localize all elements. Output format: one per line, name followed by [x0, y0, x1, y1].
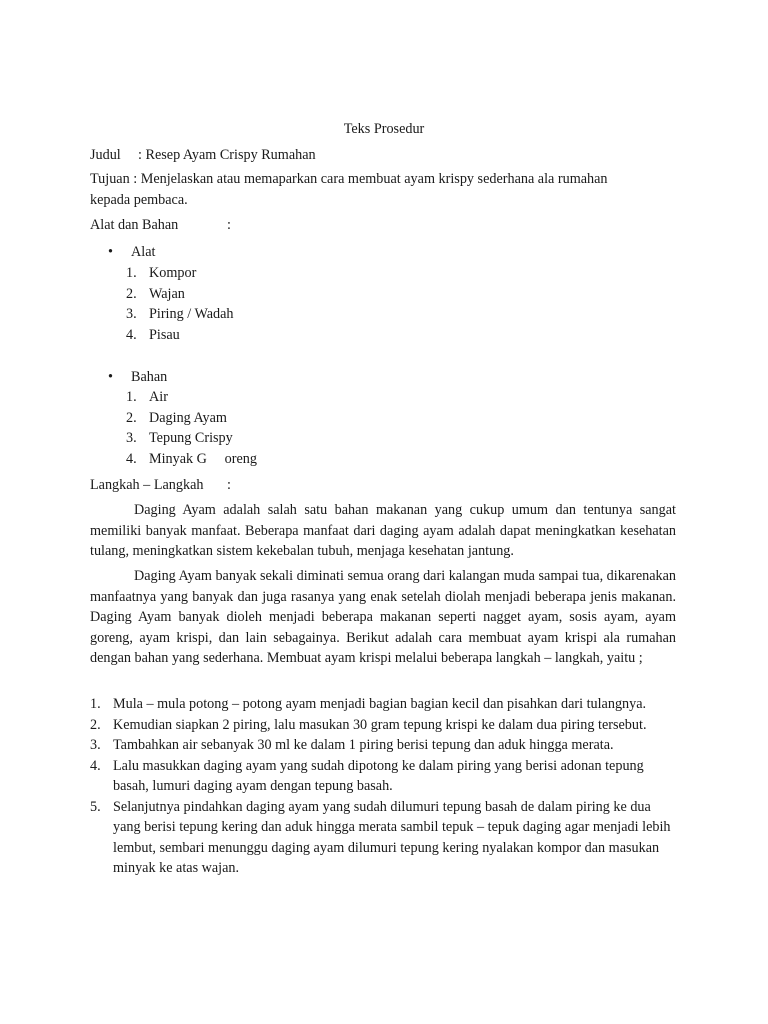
- list-item-text: Tepung Crispy: [149, 430, 233, 446]
- list-item-number: 1.: [126, 389, 137, 405]
- list-item-text: Daging Ayam: [149, 409, 227, 426]
- paragraph-1: Daging Ayam adalah salah satu bahan makanan yang cukup umum dan tentunya sangat memiliki banyak manfaat. Beberapa manfaat dari daging ayam adalah dapat meningkatkan kesehatan tulang, meningkatkan sistem kekebalan tubuh, menjaga kesehatan jantung.: [90, 502, 676, 559]
- list-item-number: 1.: [126, 265, 137, 281]
- judul-line: [90, 145, 680, 166]
- step-item: [90, 797, 676, 879]
- bahan-heading: Bahan: [131, 369, 168, 385]
- bullet-icon: •: [108, 369, 113, 385]
- langkah-label: Langkah – Langkah: [90, 477, 204, 493]
- step-text: Mula – mula potong – potong ayam menjadi bagian bagian kecil dan pisahkan dari tulangnya.: [113, 696, 647, 712]
- step-text: Selanjutnya pindahkan daging ayam yang sudah dilumuri tepung basah de dalam piring ke dua yang berisi tepung kering dan aduk hingga merata sambil tepuk – tepuk daging agar menjadi lebih lembut, sembari menunggu daging ayam dilumuri tepung kering nyalakan kompor dan masukan minyak ke atas wajan.: [113, 798, 671, 876]
- list-item-number: 2.: [126, 285, 137, 302]
- step-number: 5.: [90, 798, 101, 815]
- judul-label: Judul: [90, 147, 121, 163]
- alat-bahan-line: [90, 215, 680, 236]
- alat-bahan-colon: :: [227, 217, 231, 233]
- list-item-number: 3.: [126, 430, 137, 446]
- step-text: Tambahkan air sebanyak 30 ml ke dalam 1 piring berisi tepung dan aduk hingga merata.: [113, 737, 614, 753]
- bullet-icon: •: [108, 244, 113, 260]
- list-item-text: Pisau: [149, 326, 180, 343]
- paragraph-2: Daging Ayam banyak sekali diminati semua orang dari kalangan muda sampai tua, dikarenakan manfaatnya yang banyak dan juga rasanya yang enak setelah diolah menjadi beberapa jenis makanan. Daging Ayam banyak diolеh menjadi beberapa makanan seperti nagget ayam, sosis ayam, ayam goreng, ayam krispi, dan lain sebagainya. Berikut adalah cara membuat ayam krispi ala rumahan dengan bahan yang sederhana. Membuat ayam krispi melalui beberapa langkah – langkah, yaitu ;: [90, 568, 676, 666]
- judul-value: : Resep Ayam Crispy Rumahan: [138, 147, 316, 163]
- langkah-colon: :: [227, 477, 231, 493]
- list-item-number: 2.: [126, 409, 137, 426]
- list-item-number: 4.: [126, 450, 137, 467]
- list-item-number: 3.: [126, 306, 137, 322]
- list-item-text: Kompor: [149, 265, 197, 281]
- step-item: [90, 735, 676, 756]
- alat-heading: Alat: [131, 244, 156, 260]
- document-title: Teks Prosedur: [343, 121, 425, 137]
- step-number: 3.: [90, 737, 101, 753]
- step-text: Kemudian siapkan 2 piring, lalu masukan 30 gram tepung krispi ke dalam dua piring tersebut.: [113, 716, 647, 733]
- tujuan-line: [90, 169, 650, 210]
- step-number: 4.: [90, 757, 101, 774]
- alat-bahan-label: Alat dan Bahan: [90, 217, 179, 233]
- langkah-line: [90, 475, 680, 496]
- tujuan-value: Menjelaskan atau memaparkan cara membuat ayam krispy sederhana ala rumahan kepada pembaca.: [90, 171, 608, 208]
- step-text: Lalu masukkan daging ayam yang sudah dipotong ke dalam piring yang berisi adonan tepung basah, lumuri daging ayam dengan tepung basah.: [113, 757, 644, 794]
- tujuan-label: Tujuan :: [90, 171, 138, 187]
- step-item: [90, 715, 676, 736]
- list-item-text: Minyak G oreng: [149, 450, 257, 467]
- list-item-text: Wajan: [149, 285, 185, 302]
- list-item-text: Air: [149, 389, 168, 405]
- steps-list: [90, 694, 676, 879]
- step-item: [90, 694, 676, 715]
- list-item-text: Piring / Wadah: [149, 306, 234, 322]
- step-item: [90, 756, 676, 797]
- step-number: 1.: [90, 696, 101, 712]
- step-number: 2.: [90, 716, 101, 733]
- list-item-number: 4.: [126, 326, 137, 343]
